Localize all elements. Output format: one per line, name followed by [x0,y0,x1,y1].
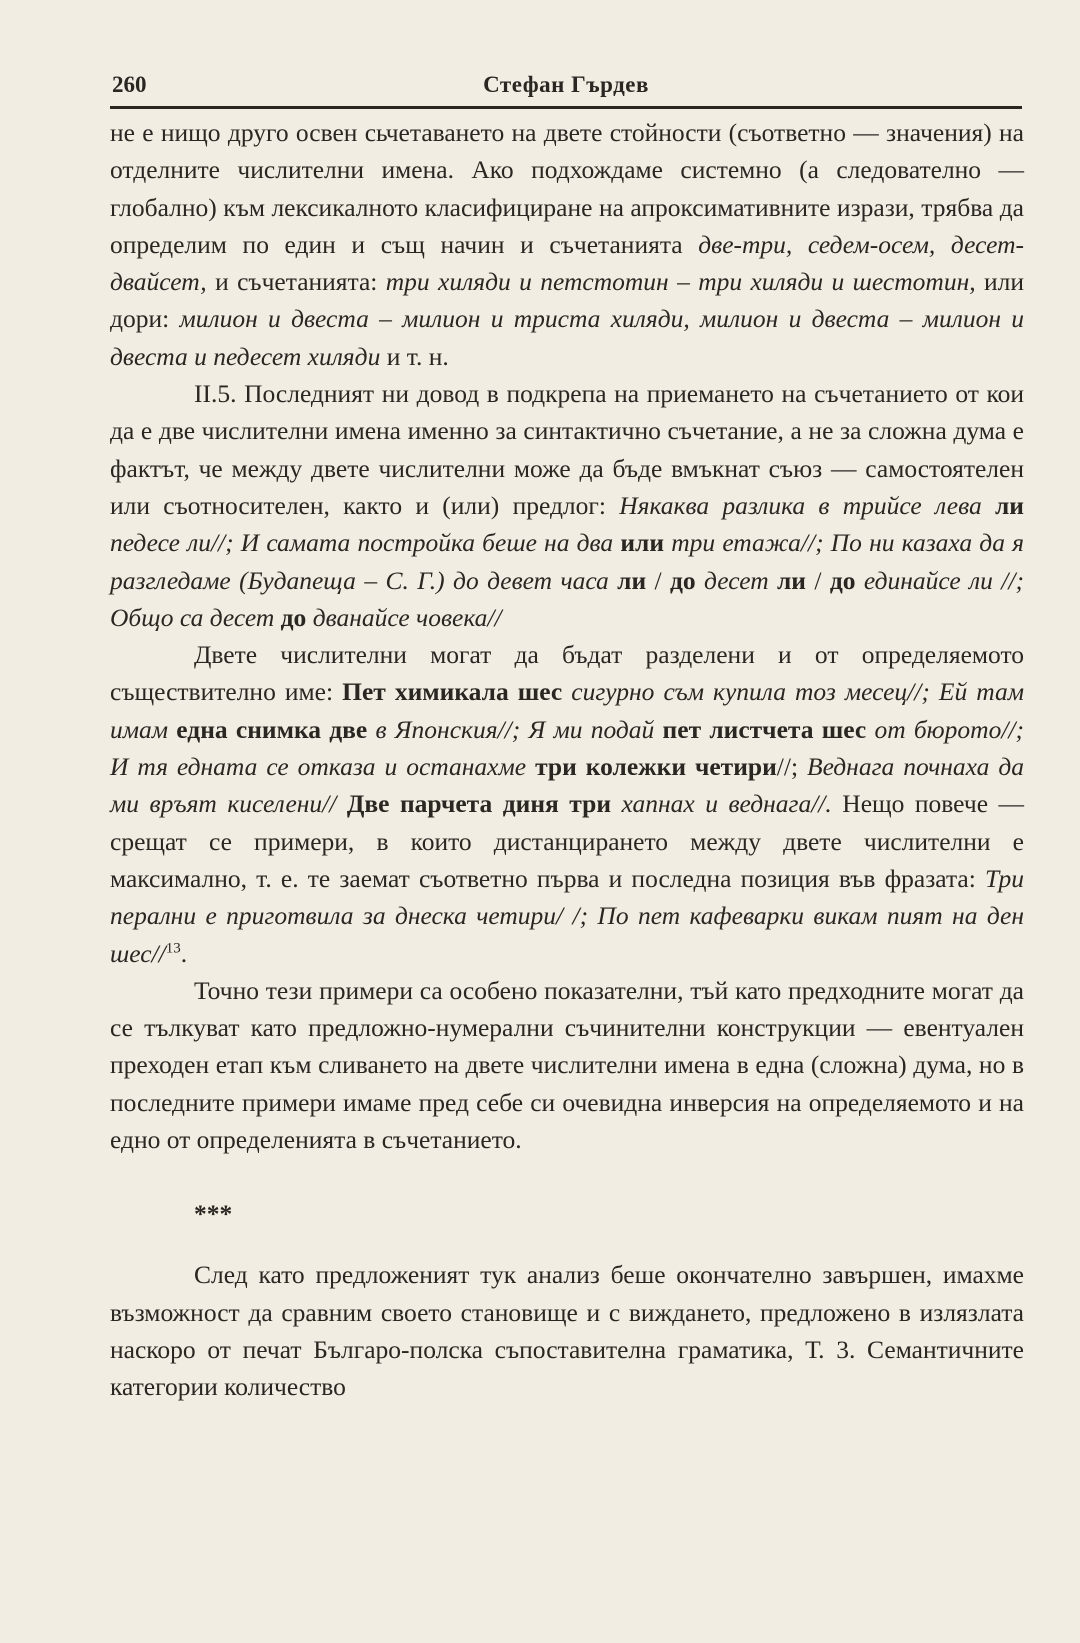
paragraph-2 [110,375,1024,636]
section-separator: *** [194,1199,233,1229]
bold-term: Две парчета диня три [346,789,612,819]
bold-term: ли [608,565,655,595]
text-run: //; [776,752,808,782]
italic-example: в Японския//; Я ми подай [375,714,655,744]
text-run: . [180,938,188,968]
text-run: / [654,565,671,595]
paragraph-3 [110,636,1024,972]
italic-example: дванайсе човека// [312,602,502,632]
page-number: 260 [112,72,147,97]
bold-term: до [274,602,313,632]
text-run: Двете числителни могат да бъдат разделени и от определяемото съществително име: [110,640,1024,707]
bold-term: или [613,528,672,558]
bold-term: ли [981,490,1024,520]
italic-example: от бюрото//; И тя едната се отказа и останахме [110,714,1024,782]
bold-term: една снимка две [168,714,376,744]
italic-example: сигурно съм купила тоз месец//; Ей там имам [110,677,1024,744]
text-run: или дори: [110,267,1024,334]
italic-example: единайсе ли //; Общо са десет [110,565,1024,632]
bold-term: ли [768,565,815,595]
paragraph-4: Точно тези примери са особено показателни, тъй като предходните могат да се тълкуват като предложно-нумерални съчинителни конструкции — евентуален преходен етап към сливането на двете числителни имена в една (сложна) дума, но в последните примери имаме пред себе си очевидна инверсия на определяемото и на едно от определенията в съчетанието. [110,975,1024,1155]
text-run: II.5. Последният ни довод в подкрепа на приемането на съчетанието от кои да е две числителни имена именно за синтактично съчетание, а не за сложна дума е фактът, че между двете числителни може да бъде вмъкнат съюз — самостоятелен или съотносителен, както и (или) предлог: [110,379,1024,520]
bold-term: три колежки четири [526,752,777,782]
footnote-marker: 13 [165,940,181,957]
bold-term: Пет химикала шес [342,677,563,707]
body-text [110,114,1024,1406]
bold-term: до [670,565,696,595]
page-header [110,68,1022,109]
italic-example: педесе ли//; И самата постройка беше на два [110,528,614,558]
paragraph-1 [110,114,1024,375]
bold-term: пет листчета шес [654,714,875,744]
italic-example: Три перални е приготвила за днеска четири/ /; По пет кафеварки викам пият на ден шес// [110,863,1024,968]
text-run: и т. н. [380,341,449,371]
text-run: Нещо повече — срещат се примери, в които дистанцирането между двете числителни е максимално, т. е. те заемат съответно първа и последна позиция във фразата: [110,789,1025,893]
italic-example: Някаква разлика в трийсе лева [619,490,982,520]
paragraph-5: След като предложеният тук анализ беше окончателно завършен, имахме възможност да сравним своето становище и с виждането, предложено в излязлата наскоро от печат Българо-полска съпоставителна граматика, Т. 3. Семантичните категории количество [110,1260,1024,1402]
bold-term: до [829,565,856,595]
italic-example: Веднага почнаха да ми връят киселени// [110,752,1024,819]
text-run: и съчетанията: [206,267,386,297]
text-run: не е нищо друго освен сьчетаването на двете стойности (съответно — значения) на отделните числителни имена. Ако подхождаме системно (а следователно — глобално) към лексикалното класифициране на апроксимативните изрази, трябва да определим по един и същ начин и съчетанията [110,118,1024,259]
italic-example: три хиляди и петстотин – три хиляди и шестотин, [385,267,976,297]
text-run: / [814,565,830,595]
italic-example: милион и двеста – милион и триста хиляди, милион и двеста – милион и двеста и педесет хиляди [110,304,1024,371]
running-head: Стефан Гърдев [483,72,649,97]
italic-example: три етажа//; По ни казаха да я разгледаме (Будапеща – С. Г.) до девет часа [110,528,1024,595]
italic-example: хапнах и веднага//. [611,789,832,819]
italic-example: две-три, седем-осем, десет-двайсет, [110,229,1024,297]
italic-example: десет [695,565,769,595]
